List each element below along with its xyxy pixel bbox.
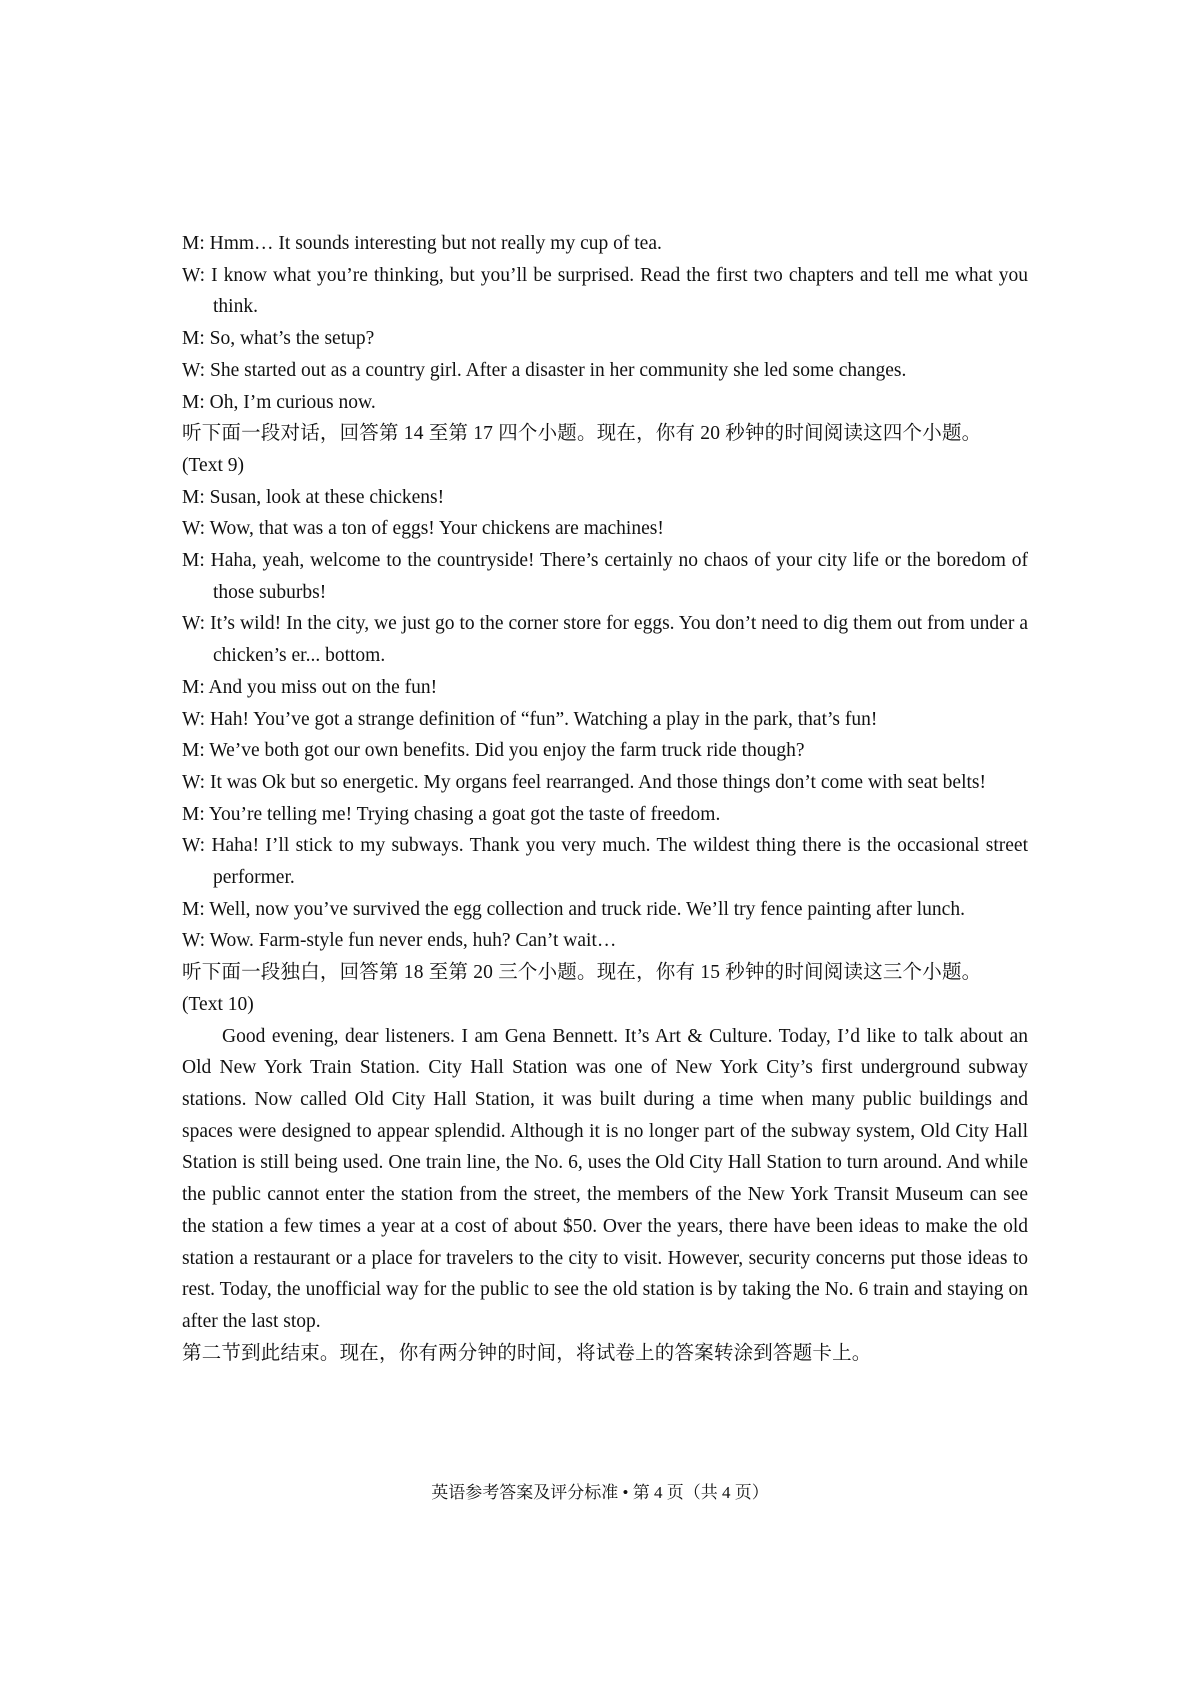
instruction-text10: 听下面一段独白，回答第 18 至第 20 三个小题。现在，你有 15 秒钟的时间阅读这三个小题。	[182, 962, 982, 984]
dialog-line: W: It’s wild! In the city, we just go to the corner store for eggs. You don’t need to dig them out from under a chicken’s er... bottom.	[182, 613, 1028, 667]
dialog-line: M: Oh, I’m curious now.	[182, 391, 376, 413]
section-end-note: 第二节到此结束。现在，你有两分钟的时间，将试卷上的答案转涂到答题卡上。	[182, 1342, 872, 1364]
dialog-line: W: She started out as a country girl. After a disaster in her community she led some changes.	[182, 359, 907, 381]
dialog-line: M: Well, now you’ve survived the egg collection and truck ride. We’ll try fence painting after lunch.	[182, 898, 965, 920]
text10-label: (Text 10)	[182, 993, 254, 1015]
dialog-line: M: Susan, look at these chickens!	[182, 486, 445, 508]
dialog-line: M: So, what’s the setup?	[182, 328, 375, 350]
dialog-line: M: We’ve both got our own benefits. Did you enjoy the farm truck ride though?	[182, 740, 805, 762]
dialog-line: W: Haha! I’ll stick to my subways. Thank you very much. The wildest thing there is the occasional street performer.	[182, 835, 1028, 889]
dialog-line: M: Hmm… It sounds interesting but not really my cup of tea.	[182, 233, 662, 254]
monologue-paragraph: Good evening, dear listeners. I am Gena Bennett. It’s Art & Culture. Today, I’d like to talk about an Old New York Train Station. City Hall Station was one of New York City’s first underground subway stations. Now called Old City Hall Station, it was built during a time when many public buildings and spaces were designed to appear splendid. Although it is no longer part of the subway system, Old City Hall Station is still being used. One train line, the No. 6, uses the Old City Hall Station to turn around. And while the public cannot enter the station from the street, the members of the New York Transit Museum can see the station a few times a year at a cost of about $50. Over the years, there have been ideas to make the old station a restaurant or a place for travelers to the city to visit. However, security concerns put those ideas to rest. Today, the unofficial way for the public to see the old station is by taking the No. 6 train and staying on after the last stop.	[182, 1025, 1028, 1332]
page-footer: 英语参考答案及评分标准 • 第 4 页（共 4 页）	[431, 1483, 769, 1502]
document-body	[182, 228, 1028, 1369]
dialog-line: W: I know what you’re thinking, but you’ll be surprised. Read the first two chapters and tell me what you think.	[182, 264, 1028, 318]
dialog-line: M: Haha, yeah, welcome to the countryside! There’s certainly no chaos of your city life or the boredom of those suburbs!	[182, 550, 1028, 603]
dialog-line: M: You’re telling me! Trying chasing a goat got the taste of freedom.	[182, 803, 721, 825]
text9-label: (Text 9)	[182, 454, 244, 476]
dialog-line: W: Wow, that was a ton of eggs! Your chickens are machines!	[182, 518, 664, 540]
dialog-line: W: Wow. Farm-style fun never ends, huh? Can’t wait…	[182, 930, 617, 952]
dialog-line: W: Hah! You’ve got a strange definition of “fun”. Watching a play in the park, that’s fun!	[182, 708, 878, 730]
dialog-line: M: And you miss out on the fun!	[182, 676, 438, 698]
dialog-line: W: It was Ok but so energetic. My organs feel rearranged. And those things don’t come with seat belts!	[182, 771, 987, 793]
instruction-text9: 听下面一段对话，回答第 14 至第 17 四个小题。现在，你有 20 秒钟的时间阅读这四个小题。	[182, 423, 982, 445]
